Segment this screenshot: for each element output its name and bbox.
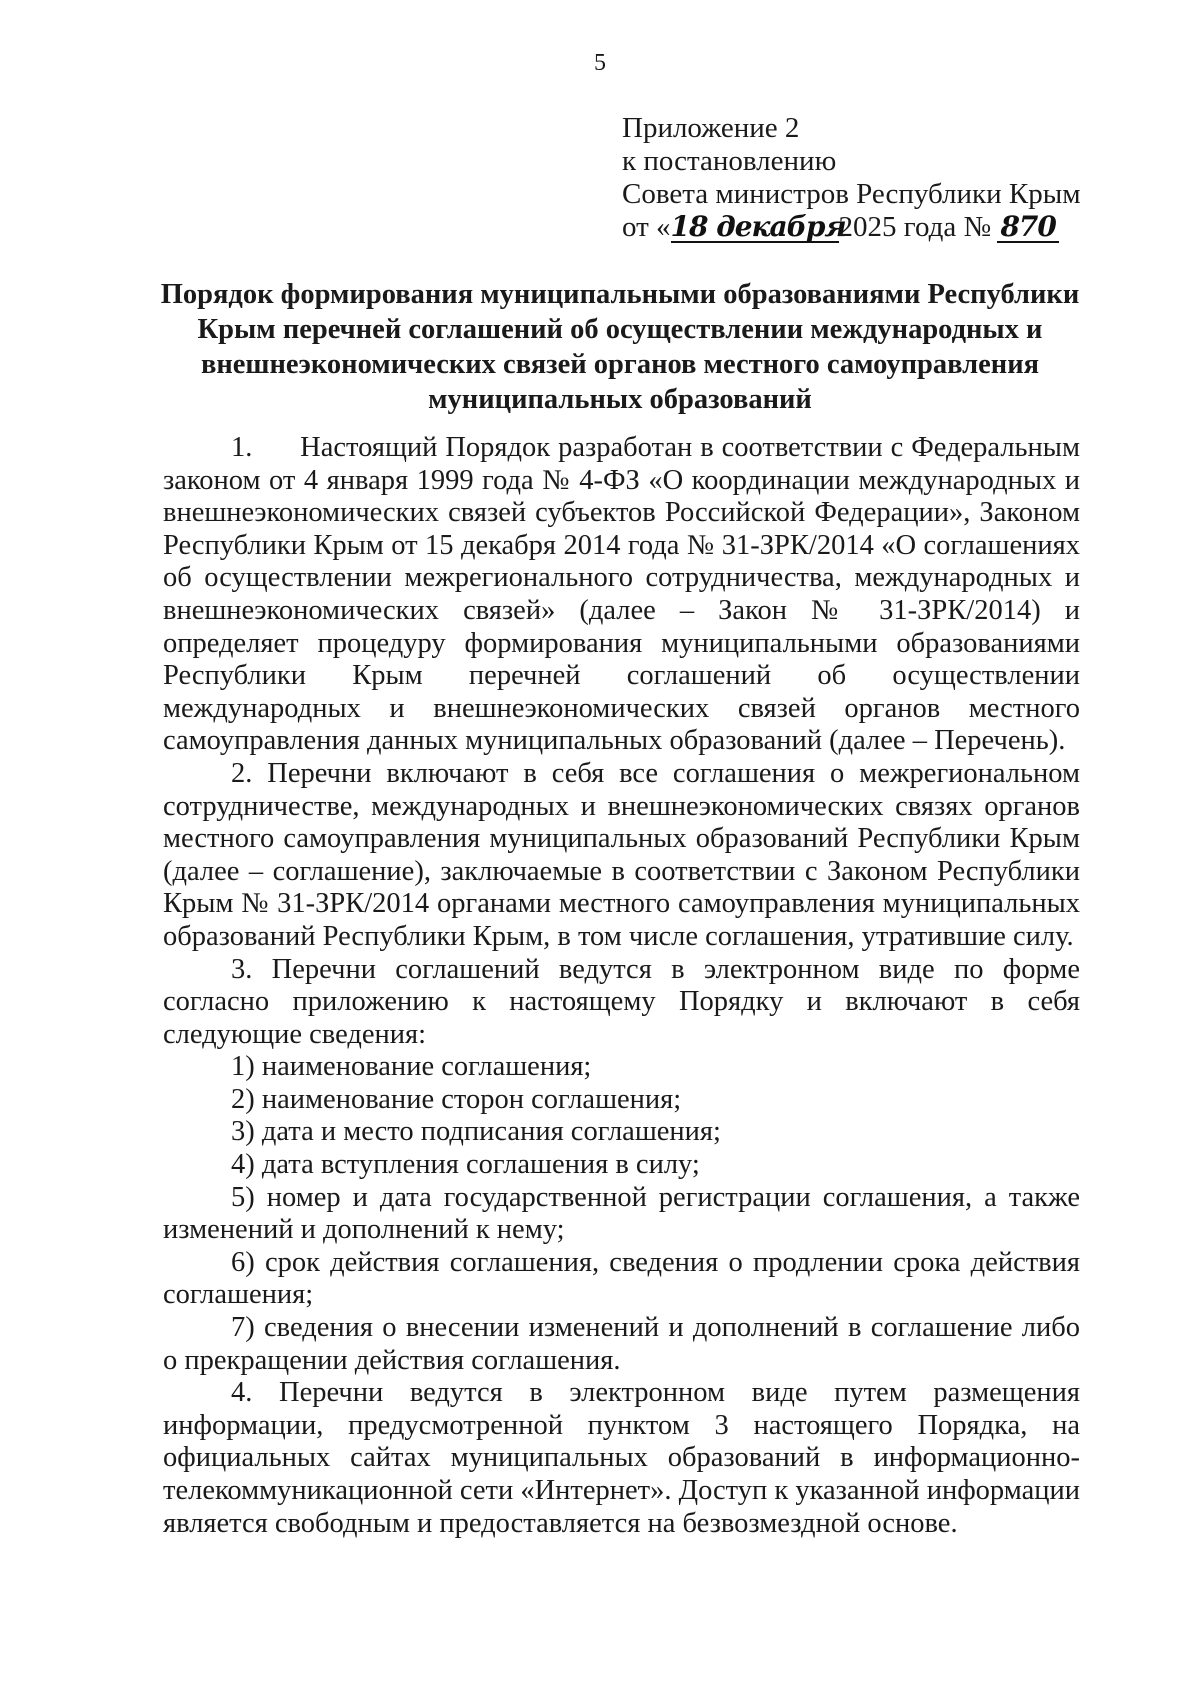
list-item: 3) дата и место подписания соглашения;	[231, 1116, 721, 1148]
approval-line-resolution: к постановлению	[622, 145, 837, 177]
page-number: 5	[594, 50, 606, 76]
approval-line-council: Совета министров Республики Крым	[622, 178, 1081, 210]
list-item: 7) сведения о внесении изменений и дополнений в соглашение либо о прекращении действия соглашения.	[163, 1312, 1080, 1376]
paragraph-3: 3. Перечни соглашений ведутся в электронном виде по форме согласно приложению к настоящему Порядку и включают в себя следующие сведения:	[163, 953, 1080, 1050]
approval-line-appendix: Приложение 2	[622, 112, 800, 144]
document-title	[150, 277, 1090, 417]
document-body	[163, 432, 1080, 1540]
paragraph-4: 4. Перечни ведутся в электронном виде путем размещения информации, предусмотренной пунктом 3 настоящего Порядка, на официальных сайтах муниципальных образований в информационно-телекоммуникационной сети «Интернет». Доступ к указанной информации является свободным и предоставляется на безвозмездной основе.	[163, 1377, 1080, 1539]
list-item: 1) наименование соглашения;	[231, 1051, 592, 1083]
title-line-3: внешнеэкономических связей органов местного самоуправления	[200, 349, 1040, 380]
date-prefix: от «	[622, 211, 671, 243]
paragraph-1: 1. Настоящий Порядок разработан в соответствии с Федеральным законом от 4 января 1999 года № 4-ФЗ «О координации международных и внешнеэкономических связей субъектов Российской Федерации», Законом Республики Крым от 15 декабря 2014 года № 31-ЗРК/2014 «О соглашениях об осуществлении межрегионального сотрудничества, международных и внешнеэкономических связей» (далее – Закон № 31-ЗРК/2014) и определяет процедуру формирования муниципальными образованиями Республики Крым перечней соглашений об осуществлении международных и внешнеэкономических связей органов местного самоуправления данных муниципальных образований (далее – Перечень).	[163, 432, 1080, 757]
list-item: 2) наименование сторон соглашения;	[231, 1083, 682, 1115]
list-item: 6) срок действия соглашения, сведения о продлении срока действия соглашения;	[163, 1246, 1080, 1311]
title-line-1: Порядок формирования муниципальными образованиями Республики	[160, 279, 1080, 310]
approval-line-date	[622, 211, 1082, 244]
handwritten-number: 870	[997, 213, 1059, 243]
list-item: 5) номер и дата государственной регистрации соглашения, а также изменений и дополнений к нему;	[163, 1181, 1080, 1246]
title-line-2: Крым перечней соглашений об осуществлении международных и	[197, 314, 1043, 345]
handwritten-date: 18 декабря	[670, 210, 846, 243]
date-suffix: 2025 года №	[838, 211, 992, 243]
paragraph-2: 2. Перечни включают в себя все соглашения о межрегиональном сотрудничестве, международных и внешнеэкономических связях органов местного самоуправления муниципальных образований Республики Крым (далее – соглашение), заключаемые в соответствии с Законом Республики Крым № 31-ЗРК/2014 органами местного самоуправления муниципальных образований Республики Крым, в том числе соглашения, утратившие силу.	[163, 757, 1080, 952]
list-item: 4) дата вступления соглашения в силу;	[231, 1149, 700, 1181]
approval-block	[622, 112, 1082, 244]
title-line-4: муниципальных образований	[428, 384, 812, 415]
